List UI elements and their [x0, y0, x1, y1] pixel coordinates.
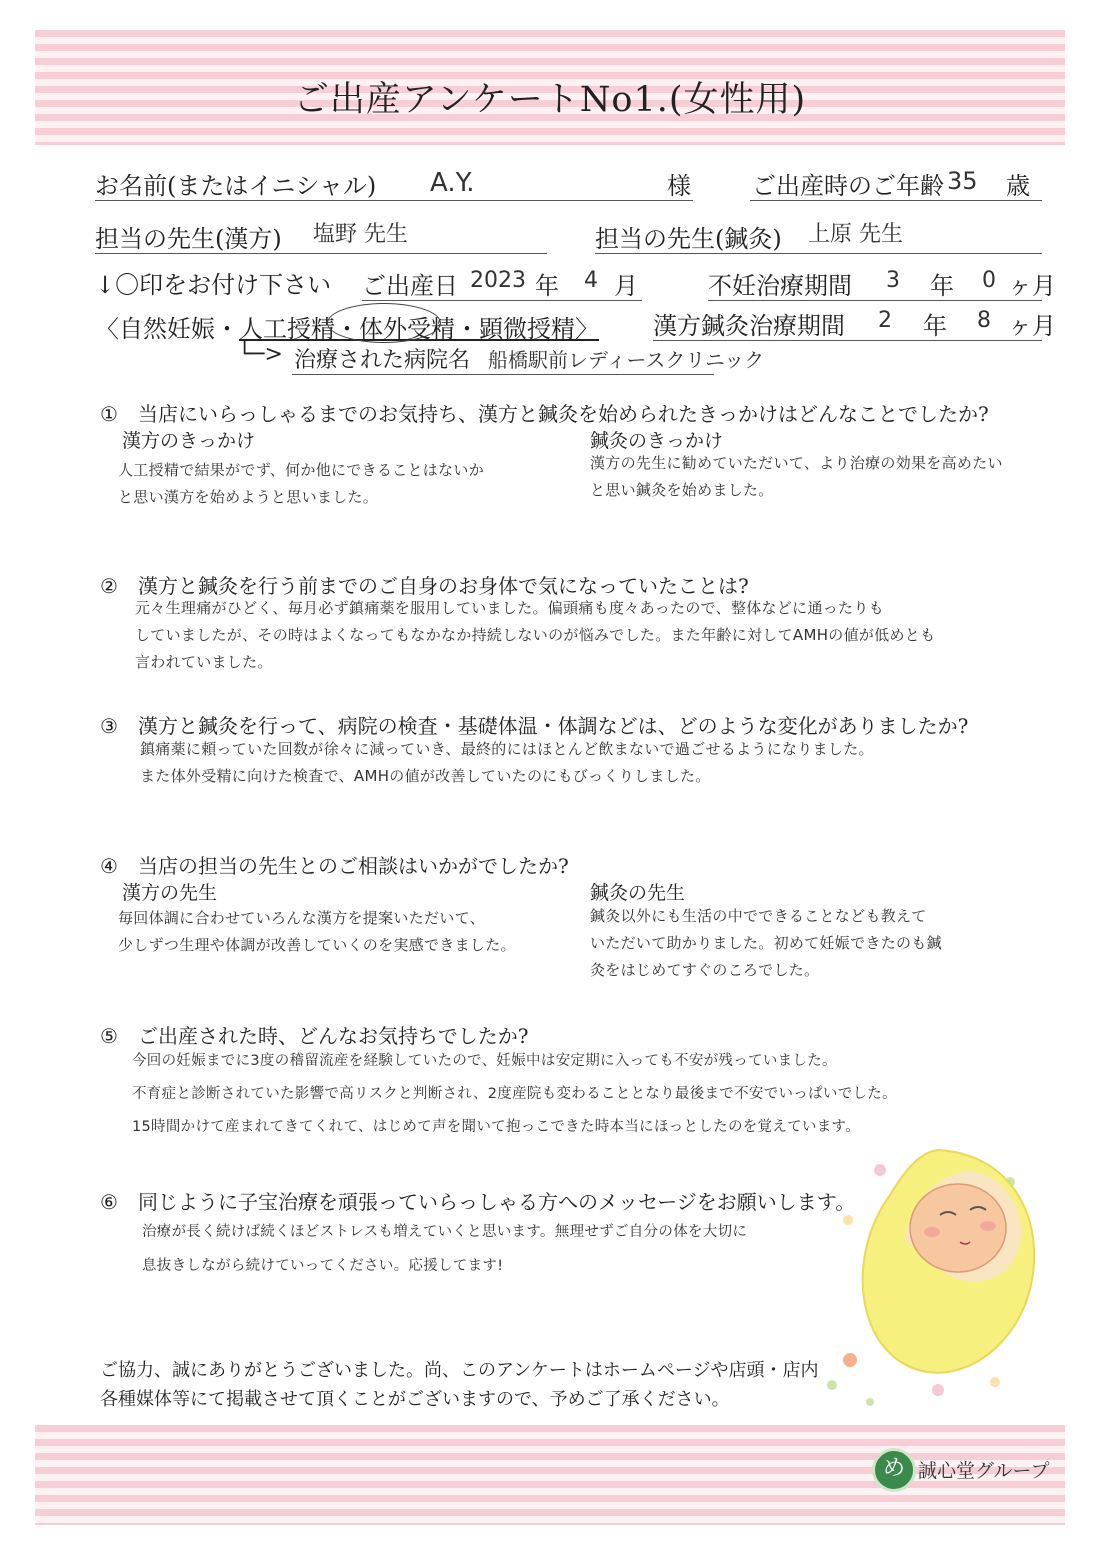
honorific: 様 — [667, 172, 691, 200]
kampo-teacher-label: 担当の先生(漢方) — [95, 225, 282, 253]
infertility-month-unit: ヶ月 — [1008, 272, 1056, 300]
mark-note: ↓〇印をお付け下さい — [95, 271, 332, 299]
name-line — [95, 160, 693, 201]
ivf-selection-circle — [327, 303, 441, 343]
infertility-period-label: 不妊治療期間 — [708, 272, 852, 300]
hospital-label: 治療された病院名 — [294, 348, 471, 373]
logo-mark — [872, 1448, 916, 1492]
kampo-teacher-value: 塩野 先生 — [313, 222, 408, 247]
option-ivf: 体外受精 — [359, 315, 455, 343]
logo-name: 誠心堂グループ — [918, 1460, 1050, 1482]
acu-teacher-label: 担当の先生(鍼灸) — [595, 225, 782, 253]
birth-year-unit: 年 — [535, 272, 559, 300]
name-value: A.Y. — [430, 168, 475, 198]
question-1: ① 当店にいらっしゃるまでのお気持ち、漢方と鍼灸を始められたきっかけはどんなことでしたか? — [100, 402, 989, 426]
acu-teacher-line — [595, 213, 1042, 254]
infertility-year-unit: 年 — [930, 272, 954, 300]
hospital-line — [292, 338, 765, 375]
kampo-teacher-line — [95, 213, 547, 254]
q4-kampo-label: 漢方の先生 — [122, 882, 218, 904]
acu-teacher-value: 上原 先生 — [808, 222, 903, 247]
age-label: ご出産時のご年齢 — [752, 172, 944, 200]
birth-date-label: ご出産日 — [362, 272, 458, 300]
baby-illustration — [810, 1120, 1065, 1420]
q6-answer: 治療が長く続けば続くほどストレスも増えていくと思います。無理せずご自分の体を大切に 息抜きしながら続けていってください。応援してます! — [142, 1224, 748, 1274]
birth-year: 2023 — [470, 268, 526, 293]
age-unit: 歳 — [1006, 172, 1030, 200]
infertility-months: 0 — [982, 268, 996, 293]
q4-kampo-answer: 毎回体調に合わせていろんな漢方を提案いただいて、 少しずつ生理や体調が改善していくのを実感できました。 — [118, 909, 516, 954]
birth-month: 4 — [584, 268, 598, 293]
kampo-acu-months: 8 — [977, 308, 991, 333]
infertility-period-line — [708, 260, 1056, 301]
question-3: ③ 漢方と鍼灸を行って、病院の検査・基礎体温・体調などは、どのような変化がありましたか? — [100, 714, 969, 738]
closing-message: ご協力、誠にありがとうございました。尚、このアンケートはホームページや店頭・店内 各種媒体等にて掲載させて頂くことがございますので、予めご了承ください。 — [100, 1360, 819, 1410]
q2-answer: 元々生理痛がひどく、毎月必ず鎮痛薬を服用していました。偏頭痛も度々あったので、整体などに通ったりも していましたが、その時はよくなってもなかなか持続しないのが悩みでした。また年齢に対してAMHの値が低めとも 言われていました。 — [135, 599, 936, 671]
age-value: 35 — [947, 167, 978, 195]
question-2: ② 漢方と鍼灸を行う前までのご自身のお身体で気になっていたことは? — [100, 574, 749, 598]
q4-acu-label: 鍼灸の先生 — [590, 882, 686, 904]
kampo-acu-month-unit: ヶ月 — [1008, 312, 1056, 340]
question-4: ④ 当店の担当の先生とのご相談はいかがでしたか? — [100, 854, 569, 878]
q5-answer: 今回の妊娠までに3度の稽留流産を経験していたので、妊娠中は安定期に入っても不安が残っていました。 不育症と診断されていた影響で高リスクと判断され、2度産院も変わることとなり最後まで不安でいっぱいでした。 15時間かけて産まれてきてくれて、はじめて声を聞いて抱っこできた時本当にほっとしたのを覚えています。 — [132, 1053, 897, 1135]
q4-acu-answer: 鍼灸以外にも生活の中でできることなども教えて いただいて助かりました。初めて妊娠できたのも鍼 灸をはじめてすぐのころでした。 — [590, 907, 942, 979]
q1-acu-answer: 漢方の先生に勧めていただいて、より治療の効果を高めたい と思い鍼灸を始めました。 — [590, 454, 1003, 499]
name-label: お名前(またはイニシャル) — [95, 172, 377, 200]
q3-answer: 鎮痛薬に頼っていた回数が徐々に減っていき、最終的にはほとんど飲まないで過ごせるようになりました。 また体外受精に向けた検査で、AMHの値が改善していたのにもびっくりしました。 — [140, 740, 874, 785]
birth-month-unit: 月 — [614, 272, 638, 300]
q1-acu-label: 鍼灸のきっかけ — [590, 430, 724, 452]
kampo-acu-period-line — [653, 300, 1056, 341]
hospital-arrow: └─> — [238, 342, 283, 367]
logo-mark-char: め — [882, 1456, 905, 1481]
hospital-value: 船橋駅前レディースクリニック — [488, 348, 765, 372]
page-title: ご出産アンケートNo1.(女性用) — [293, 80, 807, 120]
question-6: ⑥ 同じように子宝治療を頑張っていらっしゃる方へのメッセージをお願いします。 — [100, 1190, 856, 1214]
infertility-years: 3 — [886, 268, 900, 293]
option-natural: 〈自然妊娠・ — [95, 315, 239, 343]
option-icsi: ・顕微授精〉 — [455, 315, 599, 343]
question-5: ⑤ ご出産された時、どんなお気持ちでしたか? — [100, 1024, 529, 1048]
birth-date-line — [362, 260, 642, 301]
option-artificial-insemination: 人工授精・ — [239, 315, 359, 343]
age-line — [750, 160, 1042, 201]
q1-kampo-label: 漢方のきっかけ — [122, 430, 256, 452]
kampo-acu-period-label: 漢方鍼灸治療期間 — [653, 312, 845, 340]
kampo-acu-year-unit: 年 — [923, 312, 947, 340]
kampo-acu-years: 2 — [878, 308, 892, 333]
q1-kampo-answer: 人工授精で結果がでず、何か他にできることはないか と思い漢方を始めようと思いました。 — [118, 461, 485, 506]
